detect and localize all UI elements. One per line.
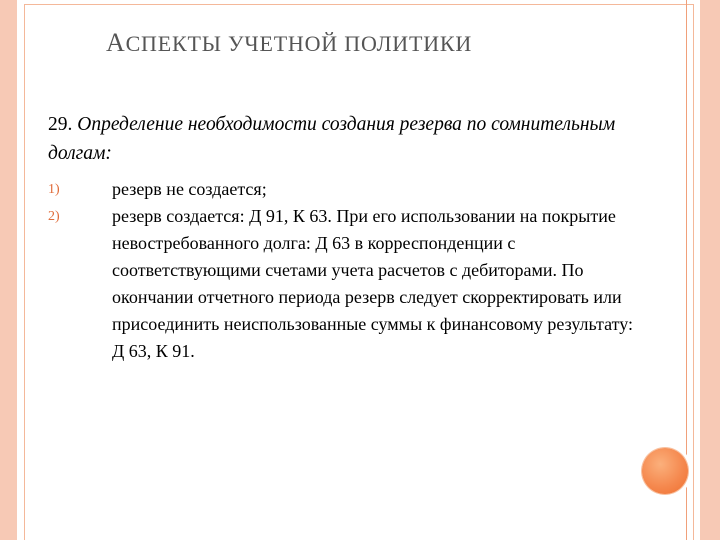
slide-frame-left <box>0 0 17 540</box>
list-item-number: 1) <box>48 182 60 197</box>
list-item <box>48 203 648 365</box>
slide-title-rest: СПЕКТЫ УЧЕТНОЙ ПОЛИТИКИ <box>125 31 473 56</box>
slide-frame-right <box>700 0 720 540</box>
list-item-text: резерв создается: Д 91, К 63. При его использовании на покрытие невостребованного долга: Д 63 в корреспонденции с соответствующими счетами учета расчетов с дебиторами. По окончании отчетного периода резерв следует скорректировать или присоединить неиспользованные суммы к финансовому результату: Д 63, К 91. <box>112 206 634 361</box>
slide-title <box>106 28 666 58</box>
list-item-number: 2) <box>48 209 60 224</box>
intro-number: 29. <box>48 114 73 135</box>
list-item <box>48 176 648 203</box>
intro-text: Определение необходимости создания резерва по сомнительным долгам: <box>48 114 616 164</box>
slide-title-first-letter: А <box>106 28 126 57</box>
intro-paragraph <box>48 110 678 168</box>
decorative-orb-icon <box>642 448 688 494</box>
options-list <box>48 176 648 365</box>
list-item-text: резерв не создается; <box>112 179 267 199</box>
